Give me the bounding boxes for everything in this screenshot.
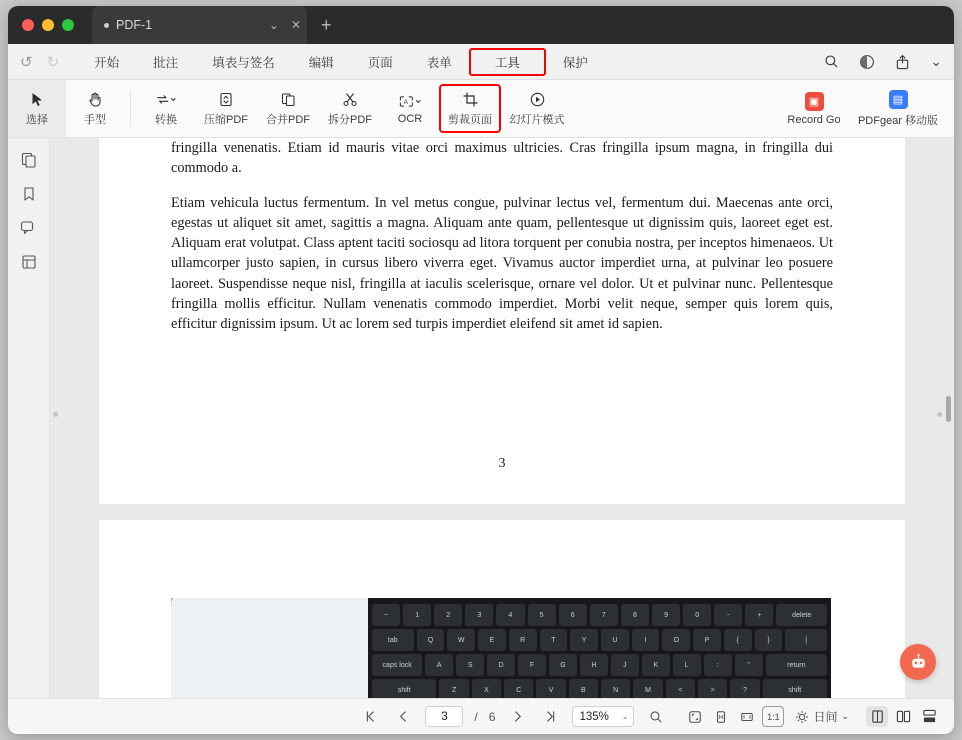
tool-convert-label: 转换 <box>155 113 177 126</box>
single-page-layout-icon[interactable] <box>866 706 888 727</box>
tool-merge-pdf-label: 合并PDF <box>266 113 310 126</box>
history-navigation <box>20 53 59 71</box>
assistant-robot-icon[interactable] <box>900 644 936 680</box>
share-icon[interactable] <box>895 54 910 70</box>
chevron-down-icon: ⌄ <box>621 712 629 721</box>
keyboard-row <box>372 604 827 626</box>
tool-split-pdf-label: 拆分PDF <box>328 113 372 126</box>
key: G <box>549 654 577 676</box>
tool-select[interactable] <box>8 80 66 137</box>
ribbon-tab-forms[interactable]: 表单 <box>426 55 452 70</box>
page-4-photo <box>171 598 831 698</box>
total-pages-label: 6 <box>488 709 496 724</box>
fit-mode-group <box>684 706 784 727</box>
status-bar <box>8 698 954 734</box>
window-controls[interactable] <box>8 19 74 31</box>
key: 3 <box>465 604 493 626</box>
zoom-level-value: 135% <box>579 710 609 723</box>
search-icon[interactable] <box>824 54 839 69</box>
vertical-scrollbar[interactable] <box>946 396 951 422</box>
key: caps lock <box>372 654 422 676</box>
key: F <box>518 654 546 676</box>
tool-pdfgear-mobile[interactable] <box>852 80 944 137</box>
keyboard-row <box>372 654 827 676</box>
key: E <box>478 629 506 651</box>
key: B <box>569 679 598 698</box>
left-panel-resize-handle[interactable] <box>53 412 58 417</box>
first-page-icon[interactable] <box>359 706 381 727</box>
last-page-icon[interactable] <box>539 706 561 727</box>
tab-close-icon[interactable]: ✕ <box>290 18 301 32</box>
record-go-icon: ▣ <box>805 92 824 111</box>
tool-record-go[interactable] <box>776 80 852 137</box>
right-panel-resize-handle[interactable] <box>937 412 942 417</box>
left-sidebar <box>8 138 50 698</box>
key: W <box>447 629 475 651</box>
paragraph: fringilla venenatis. Etiam id mauris vitae orci maximus ultricies. Cras fringilla ipsum magna, in fringilla dui commodo a. <box>171 140 833 177</box>
ribbon-tab-annotate[interactable]: 批注 <box>153 55 179 70</box>
tool-crop-pages[interactable] <box>439 84 501 133</box>
key: X <box>472 679 501 698</box>
attachments-icon[interactable] <box>21 254 37 270</box>
svg-text:A: A <box>403 98 408 106</box>
ribbon-tab-edit[interactable]: 编辑 <box>308 55 334 70</box>
app-window <box>8 6 954 734</box>
redo-icon[interactable]: ↻ <box>46 53 60 71</box>
current-page-input[interactable]: 3 <box>425 706 463 727</box>
next-page-icon[interactable] <box>506 706 528 727</box>
comments-icon[interactable] <box>20 220 37 236</box>
key: S <box>456 654 484 676</box>
unsaved-indicator-icon <box>104 23 109 28</box>
key: A <box>425 654 453 676</box>
key: { <box>724 629 752 651</box>
key: shift <box>372 679 436 698</box>
ribbon-tab-pages[interactable]: 页面 <box>367 55 393 70</box>
toolbar-right-group <box>776 80 954 137</box>
tools-toolbar <box>8 80 954 138</box>
main-body <box>8 138 954 698</box>
tool-hand[interactable] <box>66 80 124 137</box>
pdf-page-4 <box>99 520 905 698</box>
ribbon-tab-bar <box>8 44 954 80</box>
slideshow-icon <box>530 91 545 108</box>
ocr-icon <box>399 93 421 110</box>
new-tab-button[interactable]: + <box>321 15 332 35</box>
key: } <box>755 629 783 651</box>
two-page-layout-icon[interactable] <box>892 706 914 727</box>
tool-hand-label: 手型 <box>84 113 106 126</box>
tool-crop-pages-label: 剪裁页面 <box>448 113 492 126</box>
pdfgear-mobile-icon: ▤ <box>889 90 908 109</box>
key: shift <box>763 679 827 698</box>
title-bar <box>8 6 954 44</box>
key: T <box>540 629 568 651</box>
ribbon-right-actions <box>824 53 942 70</box>
key: 5 <box>528 604 556 626</box>
key: U <box>601 629 629 651</box>
key: delete <box>776 604 827 626</box>
key: ? <box>730 679 759 698</box>
tool-split-pdf[interactable] <box>319 80 381 137</box>
key: 1 <box>403 604 431 626</box>
key: C <box>504 679 533 698</box>
view-mode-selector[interactable] <box>795 708 849 725</box>
close-window-button[interactable] <box>22 19 34 31</box>
key: N <box>601 679 630 698</box>
split-icon <box>343 91 357 108</box>
toolbar-divider <box>130 90 131 127</box>
prev-page-icon[interactable] <box>392 706 414 727</box>
brightness-icon <box>795 710 809 724</box>
ribbon-tabs <box>77 48 605 76</box>
key: M <box>633 679 662 698</box>
page-separator: / <box>474 709 478 724</box>
document-tab[interactable] <box>92 6 307 44</box>
key: 4 <box>496 604 524 626</box>
fit-page-icon[interactable] <box>684 706 706 727</box>
tab-chevron-down-icon[interactable]: ⌄ <box>268 18 279 32</box>
key: + <box>745 604 773 626</box>
document-viewport[interactable] <box>50 138 954 698</box>
bookmarks-icon[interactable] <box>21 186 37 202</box>
ribbon-tab-home[interactable]: 开始 <box>94 55 120 70</box>
compress-icon <box>219 91 233 108</box>
key: 7 <box>590 604 618 626</box>
marble-texture <box>171 598 368 698</box>
keyboard-row <box>372 679 827 698</box>
cursor-icon <box>31 91 44 108</box>
zoom-icon[interactable] <box>645 706 667 727</box>
key: | <box>785 629 827 651</box>
page-navigation <box>359 706 561 727</box>
tool-ocr-label: OCR <box>397 112 423 125</box>
key: K <box>642 654 670 676</box>
tool-slideshow-mode-label: 幻灯片模式 <box>509 113 565 126</box>
minimize-window-button[interactable] <box>42 19 54 31</box>
key: Q <box>417 629 445 651</box>
key: O <box>662 629 690 651</box>
keyboard-photo <box>368 598 831 698</box>
key: H <box>580 654 608 676</box>
ribbon-tab-fill-sign[interactable]: 填表与签名 <box>212 55 275 70</box>
key: < <box>666 679 695 698</box>
crop-icon <box>463 91 478 108</box>
key: V <box>536 679 565 698</box>
key: R <box>509 629 537 651</box>
chevron-down-icon[interactable]: ⌄ <box>930 53 942 69</box>
undo-icon[interactable]: ↺ <box>20 53 33 71</box>
theme-icon[interactable] <box>859 54 875 70</box>
key: 8 <box>621 604 649 626</box>
thumbnails-icon[interactable] <box>21 152 37 168</box>
layout-mode-group <box>866 706 940 727</box>
key: P <box>693 629 721 651</box>
document-tab-label: PDF-1 <box>116 18 153 32</box>
tool-compress-pdf[interactable] <box>195 80 257 137</box>
actual-size-icon[interactable] <box>736 706 758 727</box>
key: - <box>714 604 742 626</box>
one-to-one-icon[interactable]: 1:1 <box>762 706 784 727</box>
key: tab <box>372 629 414 651</box>
view-mode-label: 日间 <box>813 710 838 724</box>
key: ~ <box>372 604 400 626</box>
key: D <box>487 654 515 676</box>
hand-icon <box>88 91 102 108</box>
key: 6 <box>559 604 587 626</box>
tool-select-label: 选择 <box>26 113 48 126</box>
key: return <box>766 654 827 676</box>
key: 2 <box>434 604 462 626</box>
key: J <box>611 654 639 676</box>
key: > <box>698 679 727 698</box>
key: Z <box>439 679 468 698</box>
tool-merge-pdf[interactable] <box>257 80 319 137</box>
chevron-down-icon: ⌄ <box>841 711 849 721</box>
key: Y <box>570 629 598 651</box>
paragraph: Etiam vehicula luctus fermentum. In vel metus congue, pulvinar lectus vel, fermentum dui. Maecenas ante orci, egestas ut aliquet sit amet, sagittis a magna. Aliquam ante quam, pellentesque ut dignissim quis, laoreet eget est. Aliquam erat volutpat. Class aptent taciti sociosqu ad litora torquent per conubia nostra, per inceptos himenaeos. Ut ullamcorper justo sapien, in cursus libero viverra eget. Vivamus auctor imperdiet urna, at pulvinar leo posuere laoreet. Suspendisse neque nisl, fringilla at iaculis scelerisque, ornare vel dolor. Ut et pulvinar nunc. Pellentesque fringilla mollis efficitur. Nullam venenatis commodo imperdiet. Morbi velit neque, semper quis lorem quis, efficitur dignissim ipsum. Ut ac lorem sed turpis imperdiet eleifend sit amet id sapien. <box>171 194 833 333</box>
key: " <box>735 654 763 676</box>
key: I <box>632 629 660 651</box>
tool-ocr[interactable] <box>381 80 439 137</box>
merge-icon <box>281 91 296 108</box>
tool-record-go-label: Record Go <box>787 113 841 126</box>
key: 9 <box>652 604 680 626</box>
keyboard-row <box>372 629 827 651</box>
ribbon-tab-tools[interactable]: 工具 <box>469 48 546 76</box>
tool-convert[interactable] <box>137 80 195 137</box>
page-3-number: 3 <box>498 456 506 471</box>
convert-icon <box>156 91 176 108</box>
key: : <box>704 654 732 676</box>
pdf-page-3 <box>99 138 905 504</box>
tool-compress-pdf-label: 压缩PDF <box>204 113 248 126</box>
tool-pdfgear-mobile-label: PDFgear 移动版 <box>857 114 939 127</box>
zoom-level-select[interactable] <box>572 706 634 727</box>
key: L <box>673 654 701 676</box>
continuous-scroll-icon[interactable] <box>918 706 940 727</box>
ribbon-tab-protect[interactable]: 保护 <box>562 55 588 70</box>
fit-width-icon[interactable] <box>710 706 732 727</box>
page-3-text <box>99 138 905 335</box>
key: 0 <box>683 604 711 626</box>
maximize-window-button[interactable] <box>62 19 74 31</box>
tool-slideshow-mode[interactable] <box>501 80 573 137</box>
